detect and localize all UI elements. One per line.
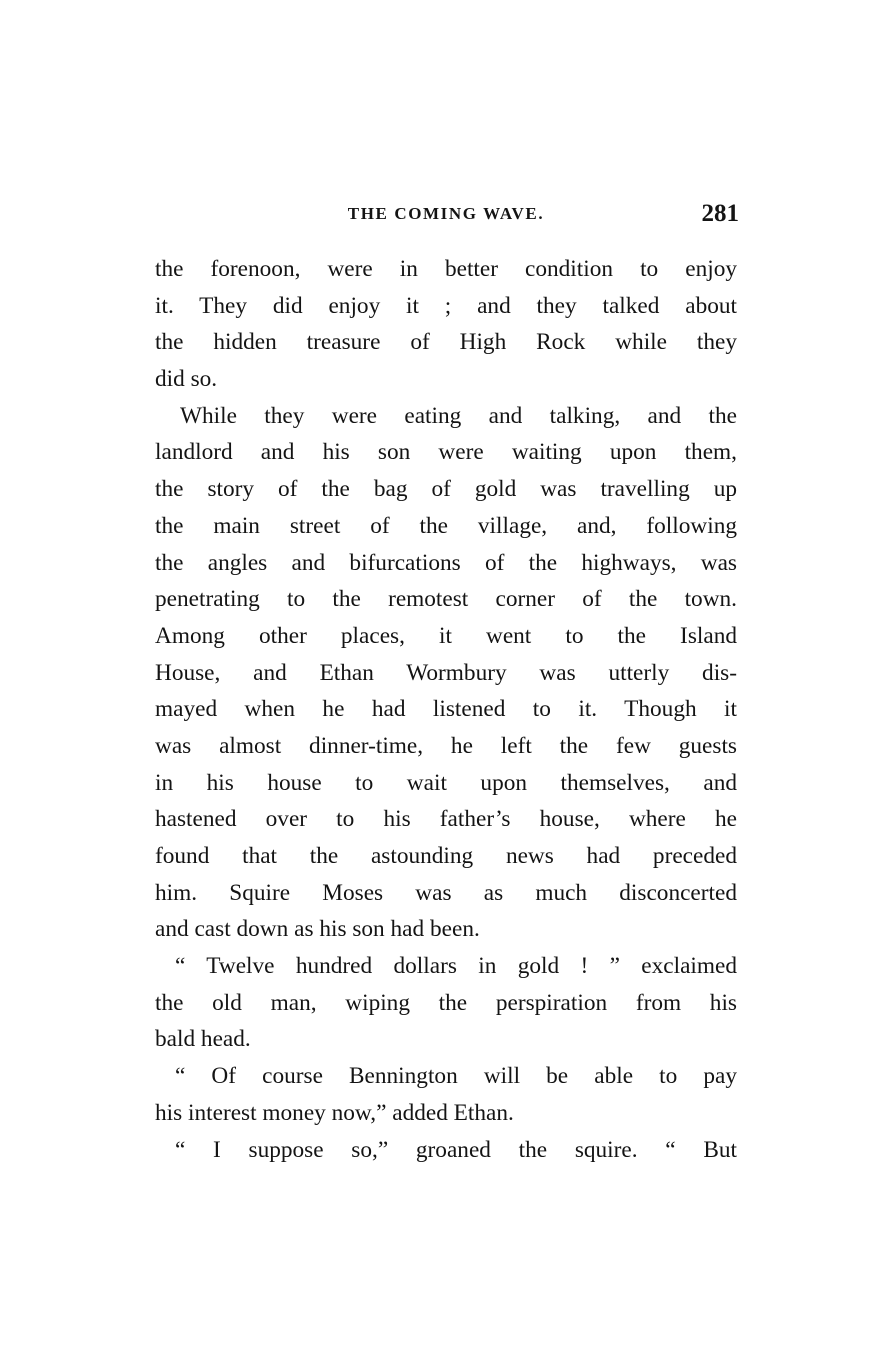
text-line: in his house to wait upon themselves, and bbox=[155, 769, 737, 796]
text-line: the old man, wiping the perspiration from his bbox=[155, 989, 737, 1016]
text-line: was almost dinner-time, he left the few guests bbox=[155, 732, 737, 759]
text-line: the story of the bag of gold was travelling up bbox=[155, 476, 737, 503]
text-line: hastened over to his father’s house, where he bbox=[155, 806, 737, 833]
paragraph-last-line: bald head. bbox=[155, 1026, 251, 1053]
paragraph-last-line: and cast down as his son had been. bbox=[155, 916, 480, 943]
text-line: landlord and his son were waiting upon them, bbox=[155, 439, 737, 466]
text-line: the angles and bifurcations of the highways, was bbox=[155, 549, 737, 576]
text-line: Among other places, it went to the Island bbox=[155, 622, 737, 649]
text-line: the main street of the village, and, following bbox=[155, 512, 737, 539]
page-number: 281 bbox=[701, 200, 739, 227]
paragraph-first-line: “ I suppose so,” groaned the squire. “ But bbox=[175, 1136, 737, 1163]
text-line: mayed when he had listened to it. Though it bbox=[155, 696, 737, 723]
running-title: THE COMING WAVE. bbox=[347, 204, 545, 223]
text-line: found that the astounding news had preceded bbox=[155, 843, 737, 869]
text-line: it. They did enjoy it ; and they talked about bbox=[155, 292, 737, 319]
paragraph-first-line: “ Of course Bennington will be able to pay bbox=[175, 1063, 737, 1090]
body-text bbox=[155, 251, 737, 1168]
text-line: him. Squire Moses was as much disconcerted bbox=[155, 879, 737, 906]
text-line: House, and Ethan Wormbury was utterly dis- bbox=[155, 659, 737, 686]
running-head bbox=[153, 200, 739, 230]
paragraph-first-line: While they were eating and talking, and the bbox=[180, 402, 737, 429]
paragraph-first-line: “ Twelve hundred dollars in gold ! ” exclaimed bbox=[175, 953, 737, 980]
text-line: the hidden treasure of High Rock while they bbox=[155, 329, 737, 356]
text-line: the forenoon, were in better condition to enjoy bbox=[155, 256, 737, 282]
text-line: penetrating to the remotest corner of the town. bbox=[155, 586, 737, 613]
paragraph-last-line: his interest money now,” added Ethan. bbox=[155, 1099, 514, 1126]
paragraph-last-line: did so. bbox=[155, 366, 218, 393]
